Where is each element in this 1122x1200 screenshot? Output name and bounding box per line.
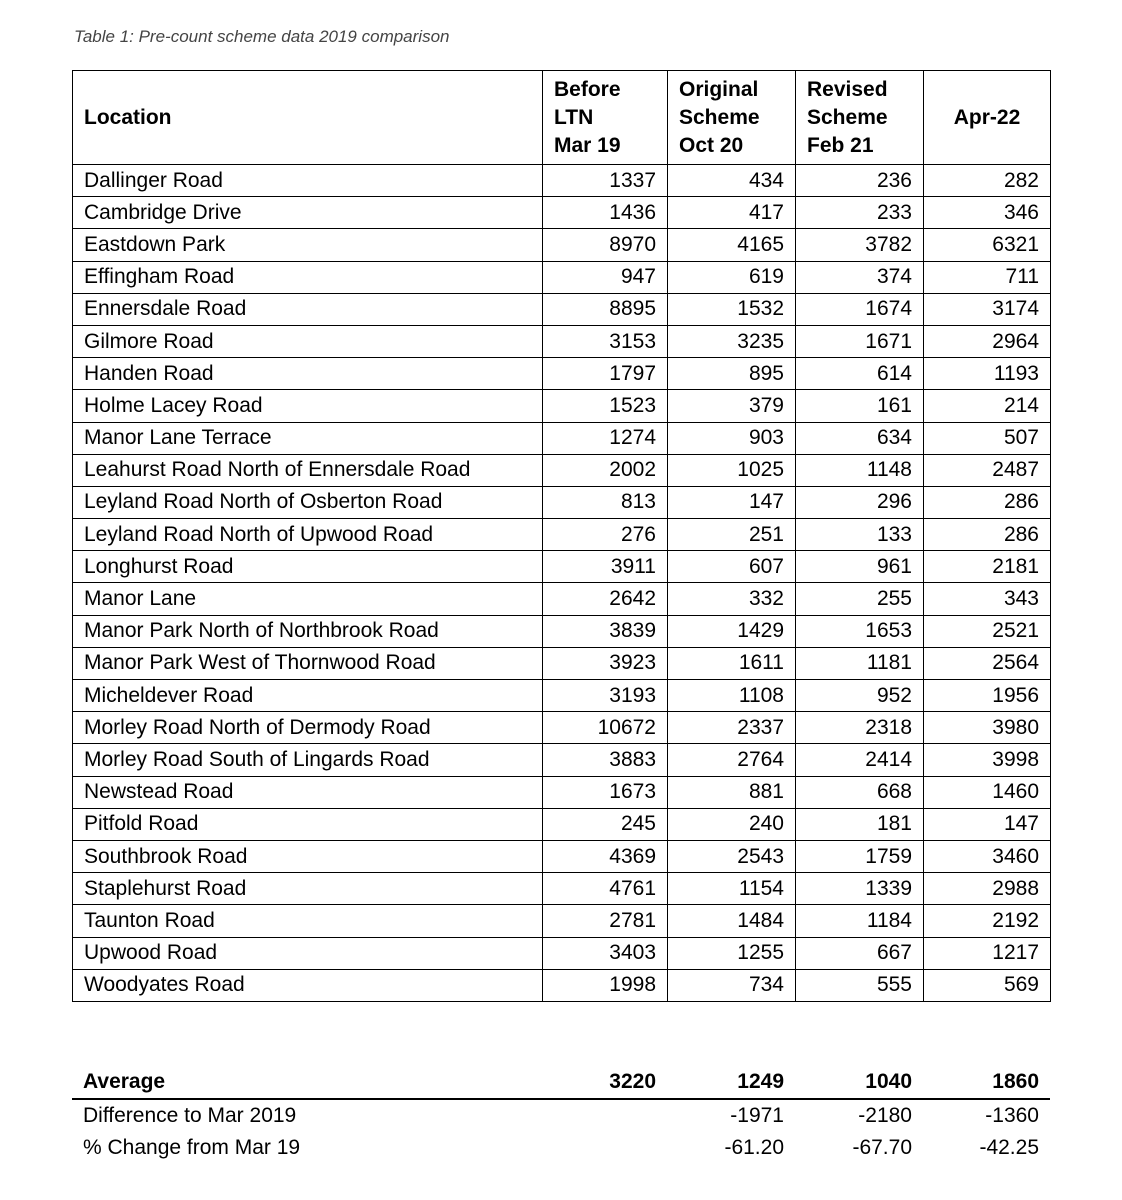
count-cell: 255	[796, 583, 924, 615]
count-cell: 1108	[668, 680, 796, 712]
table-row	[73, 615, 1051, 647]
summary-value: 1249	[667, 1066, 795, 1099]
count-cell: 3174	[924, 293, 1051, 325]
location-cell: Micheldever Road	[73, 680, 543, 712]
location-cell: Manor Lane Terrace	[73, 422, 543, 454]
count-cell: 233	[796, 197, 924, 229]
table-row	[73, 873, 1051, 905]
table-row	[73, 583, 1051, 615]
count-cell: 947	[543, 261, 668, 293]
summary-value: -67.70	[852, 1136, 912, 1159]
count-cell: 3403	[543, 937, 668, 969]
count-cell: 1532	[668, 293, 796, 325]
summary-value: -61.20	[724, 1136, 784, 1159]
count-cell: 1025	[668, 454, 796, 486]
header-line: Scheme	[807, 105, 888, 129]
location-cell: Cambridge Drive	[73, 197, 543, 229]
count-cell: 2318	[796, 712, 924, 744]
count-cell: 1429	[668, 615, 796, 647]
count-cell: 3980	[924, 712, 1051, 744]
header-line: Before	[554, 77, 621, 101]
table-row	[73, 905, 1051, 937]
table-row	[73, 744, 1051, 776]
summary-value: -2180	[858, 1104, 912, 1127]
count-cell: 251	[668, 519, 796, 551]
location-cell: Newstead Road	[73, 776, 543, 808]
table-row	[73, 261, 1051, 293]
location-cell: Dallinger Road	[73, 165, 543, 197]
location-cell: Leyland Road North of Upwood Road	[73, 519, 543, 551]
table-row	[73, 486, 1051, 518]
count-cell: 903	[668, 422, 796, 454]
header-apr-22	[924, 71, 1051, 165]
count-cell: 147	[668, 486, 796, 518]
count-cell: 2964	[924, 325, 1051, 357]
location-cell: Manor Park West of Thornwood Road	[73, 647, 543, 679]
table-row	[73, 519, 1051, 551]
count-cell: 1193	[924, 358, 1051, 390]
count-cell: 3883	[543, 744, 668, 776]
header-line: Location	[84, 105, 172, 129]
table-row	[73, 197, 1051, 229]
count-cell: 2764	[668, 744, 796, 776]
count-cell: 417	[668, 197, 796, 229]
table-row	[73, 325, 1051, 357]
header-line: Feb 21	[807, 133, 874, 157]
count-cell: 614	[796, 358, 924, 390]
count-cell: 2988	[924, 873, 1051, 905]
location-cell: Staplehurst Road	[73, 873, 543, 905]
count-cell: 2543	[668, 840, 796, 872]
count-cell: 711	[924, 261, 1051, 293]
header-line: Revised	[807, 77, 888, 101]
table-row	[73, 840, 1051, 872]
count-cell: 4369	[543, 840, 668, 872]
table-row	[73, 358, 1051, 390]
count-cell: 1274	[543, 422, 668, 454]
count-cell: 961	[796, 551, 924, 583]
count-cell: 147	[924, 808, 1051, 840]
count-cell: 8895	[543, 293, 668, 325]
count-cell: 1671	[796, 325, 924, 357]
count-cell: 1184	[796, 905, 924, 937]
summary-value: 1860	[923, 1066, 1050, 1099]
header-location	[73, 71, 543, 165]
summary-table	[72, 1066, 1050, 1164]
count-cell: 2521	[924, 615, 1051, 647]
count-cell: 10672	[543, 712, 668, 744]
count-cell: 895	[668, 358, 796, 390]
count-cell: 3998	[924, 744, 1051, 776]
location-cell: Gilmore Road	[73, 325, 543, 357]
traffic-count-table	[72, 70, 1051, 1002]
count-cell: 1523	[543, 390, 668, 422]
table-row	[73, 551, 1051, 583]
count-cell: 2181	[924, 551, 1051, 583]
count-cell: 133	[796, 519, 924, 551]
count-cell: 2487	[924, 454, 1051, 486]
location-cell: Eastdown Park	[73, 229, 543, 261]
count-cell: 181	[796, 808, 924, 840]
count-cell: 667	[796, 937, 924, 969]
count-cell: 3911	[543, 551, 668, 583]
table-caption: Table 1: Pre-count scheme data 2019 comparison	[74, 27, 450, 46]
summary-row	[72, 1099, 1050, 1132]
count-cell: 1653	[796, 615, 924, 647]
count-cell: 1154	[668, 873, 796, 905]
location-cell: Morley Road North of Dermody Road	[73, 712, 543, 744]
location-cell: Manor Park North of Northbrook Road	[73, 615, 543, 647]
table-row	[73, 969, 1051, 1001]
count-cell: 2192	[924, 905, 1051, 937]
header-line: Original	[679, 77, 759, 101]
header-row	[73, 71, 1051, 165]
count-cell: 286	[924, 486, 1051, 518]
table-row	[73, 680, 1051, 712]
count-cell: 1337	[543, 165, 668, 197]
location-cell: Pitfold Road	[73, 808, 543, 840]
count-cell: 569	[924, 969, 1051, 1001]
count-cell: 2564	[924, 647, 1051, 679]
count-cell: 245	[543, 808, 668, 840]
summary-row	[72, 1132, 1050, 1164]
count-cell: 161	[796, 390, 924, 422]
count-cell: 619	[668, 261, 796, 293]
count-cell: 607	[668, 551, 796, 583]
count-cell: 2781	[543, 905, 668, 937]
count-cell: 374	[796, 261, 924, 293]
count-cell: 952	[796, 680, 924, 712]
count-cell: 1181	[796, 647, 924, 679]
count-cell: 3923	[543, 647, 668, 679]
count-cell: 1484	[668, 905, 796, 937]
count-cell: 434	[668, 165, 796, 197]
count-cell: 379	[668, 390, 796, 422]
summary-value: 3220	[542, 1066, 667, 1099]
count-cell: 276	[543, 519, 668, 551]
table-row	[73, 422, 1051, 454]
count-cell: 3782	[796, 229, 924, 261]
summary-value	[542, 1132, 667, 1164]
count-cell: 507	[924, 422, 1051, 454]
location-cell: Leahurst Road North of Ennersdale Road	[73, 454, 543, 486]
location-cell: Manor Lane	[73, 583, 543, 615]
header-line: Scheme	[679, 105, 760, 129]
location-cell: Morley Road South of Lingards Road	[73, 744, 543, 776]
summary-label: Average	[72, 1066, 542, 1099]
location-cell: Leyland Road North of Osberton Road	[73, 486, 543, 518]
summary-label: Difference to Mar 2019	[83, 1104, 297, 1127]
header-revised-scheme	[796, 71, 924, 165]
count-cell: 1998	[543, 969, 668, 1001]
summary-value: -42.25	[979, 1136, 1039, 1159]
header-line: LTN	[554, 105, 594, 129]
count-cell: 240	[668, 808, 796, 840]
table-row	[73, 712, 1051, 744]
summary-value	[542, 1099, 667, 1132]
location-cell: Holme Lacey Road	[73, 390, 543, 422]
table-row	[73, 808, 1051, 840]
count-cell: 1436	[543, 197, 668, 229]
table-row	[73, 454, 1051, 486]
count-cell: 1956	[924, 680, 1051, 712]
count-cell: 1217	[924, 937, 1051, 969]
header-line: Oct 20	[679, 133, 744, 157]
count-cell: 668	[796, 776, 924, 808]
location-cell: Ennersdale Road	[73, 293, 543, 325]
location-cell: Upwood Road	[73, 937, 543, 969]
count-cell: 3235	[668, 325, 796, 357]
table-row	[73, 293, 1051, 325]
count-cell: 286	[924, 519, 1051, 551]
count-cell: 2642	[543, 583, 668, 615]
count-cell: 332	[668, 583, 796, 615]
summary-label: % Change from Mar 19	[83, 1136, 301, 1159]
count-cell: 555	[796, 969, 924, 1001]
count-cell: 2002	[543, 454, 668, 486]
count-cell: 4165	[668, 229, 796, 261]
count-cell: 6321	[924, 229, 1051, 261]
count-cell: 1797	[543, 358, 668, 390]
location-cell: Woodyates Road	[73, 969, 543, 1001]
table-row	[73, 229, 1051, 261]
table-row	[73, 165, 1051, 197]
count-cell: 3839	[543, 615, 668, 647]
table-row	[73, 937, 1051, 969]
count-cell: 734	[668, 969, 796, 1001]
count-cell: 236	[796, 165, 924, 197]
location-cell: Longhurst Road	[73, 551, 543, 583]
count-cell: 1674	[796, 293, 924, 325]
count-cell: 3153	[543, 325, 668, 357]
count-cell: 1339	[796, 873, 924, 905]
location-cell: Handen Road	[73, 358, 543, 390]
table-row	[73, 647, 1051, 679]
table-row	[73, 776, 1051, 808]
count-cell: 3460	[924, 840, 1051, 872]
header-original-scheme	[668, 71, 796, 165]
count-cell: 881	[668, 776, 796, 808]
count-cell: 1611	[668, 647, 796, 679]
summary-value: -1971	[730, 1104, 784, 1127]
count-cell: 1255	[668, 937, 796, 969]
count-cell: 2414	[796, 744, 924, 776]
count-cell: 296	[796, 486, 924, 518]
count-cell: 8970	[543, 229, 668, 261]
header-before-ltn	[543, 71, 668, 165]
header-line: Apr-22	[953, 105, 1021, 129]
count-cell: 214	[924, 390, 1051, 422]
count-cell: 1673	[543, 776, 668, 808]
table-row	[73, 390, 1051, 422]
average-row	[72, 1066, 1050, 1099]
count-cell: 634	[796, 422, 924, 454]
count-cell: 1460	[924, 776, 1051, 808]
location-cell: Taunton Road	[73, 905, 543, 937]
summary-value: -1360	[985, 1104, 1039, 1127]
count-cell: 4761	[543, 873, 668, 905]
summary-value: 1040	[795, 1066, 923, 1099]
count-cell: 346	[924, 197, 1051, 229]
count-cell: 1759	[796, 840, 924, 872]
header-line: Mar 19	[554, 133, 621, 157]
count-cell: 1148	[796, 454, 924, 486]
location-cell: Southbrook Road	[73, 840, 543, 872]
count-cell: 343	[924, 583, 1051, 615]
count-cell: 282	[924, 165, 1051, 197]
count-cell: 813	[543, 486, 668, 518]
count-cell: 3193	[543, 680, 668, 712]
location-cell: Effingham Road	[73, 261, 543, 293]
count-cell: 2337	[668, 712, 796, 744]
